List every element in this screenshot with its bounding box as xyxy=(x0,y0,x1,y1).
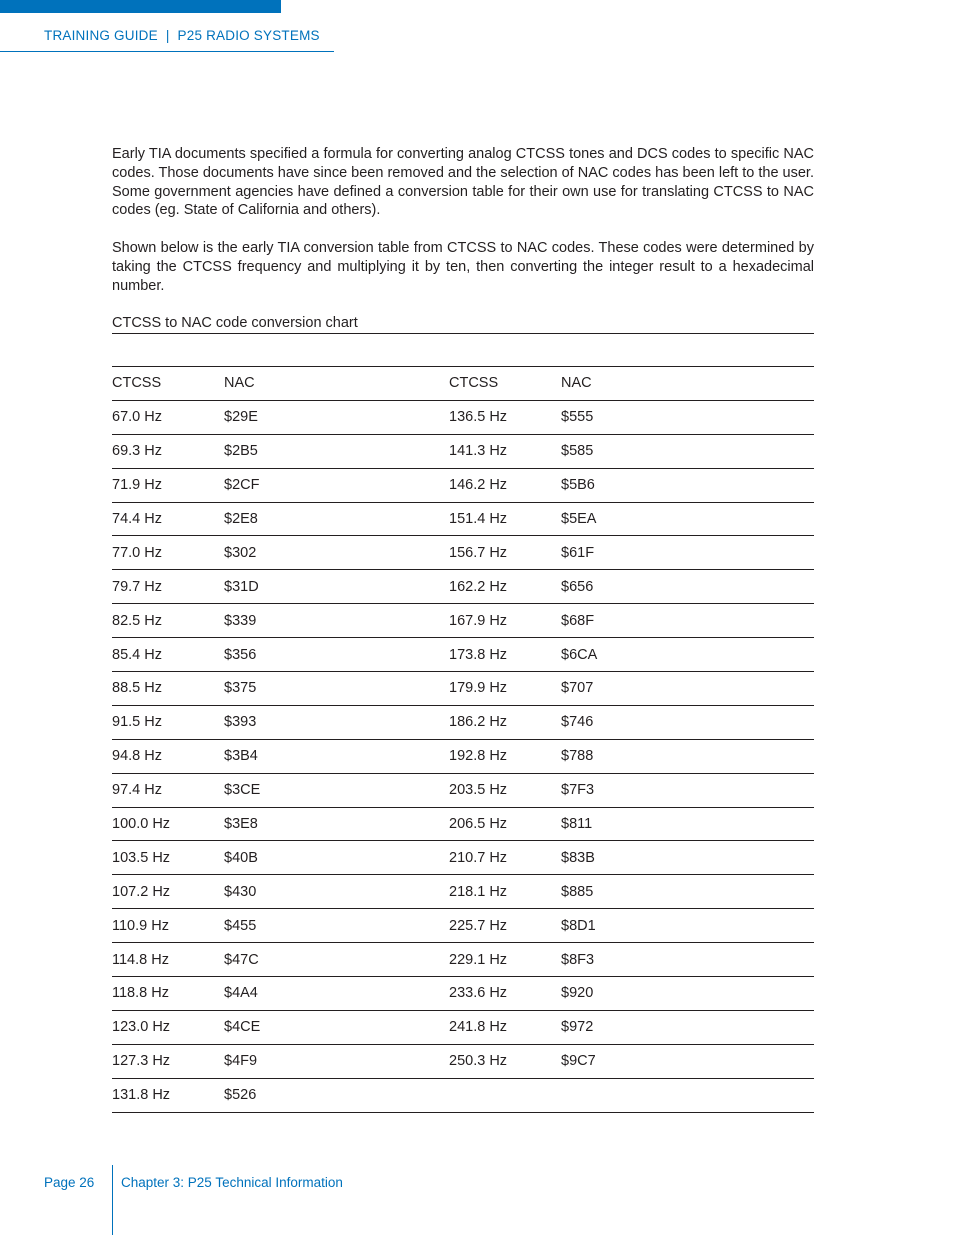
cell-nac: $656 xyxy=(561,570,814,604)
cell-nac: $47C xyxy=(224,943,449,977)
cell-nac: $2B5 xyxy=(224,434,449,468)
cell-ctcss: 71.9 Hz xyxy=(112,468,224,502)
cell-nac: $2E8 xyxy=(224,502,449,536)
table-row xyxy=(112,739,814,773)
cell-ctcss: 203.5 Hz xyxy=(449,773,561,807)
header-subject: P25 RADIO SYSTEMS xyxy=(177,28,320,43)
cell-nac: $972 xyxy=(561,1010,814,1044)
cell-ctcss: 91.5 Hz xyxy=(112,705,224,739)
cell-ctcss: 162.2 Hz xyxy=(449,570,561,604)
cell-ctcss: 250.3 Hz xyxy=(449,1044,561,1078)
cell-nac: $40B xyxy=(224,841,449,875)
cell-ctcss: 97.4 Hz xyxy=(112,773,224,807)
column-header-nac: NAC xyxy=(224,367,449,401)
cell-ctcss: 241.8 Hz xyxy=(449,1010,561,1044)
cell-nac: $29E xyxy=(224,400,449,434)
cell-ctcss: 114.8 Hz xyxy=(112,943,224,977)
cell-nac: $746 xyxy=(561,705,814,739)
cell-nac: $31D xyxy=(224,570,449,604)
cell-nac: $455 xyxy=(224,909,449,943)
cell-ctcss: 173.8 Hz xyxy=(449,638,561,672)
table-row xyxy=(112,1078,814,1112)
cell-ctcss: 103.5 Hz xyxy=(112,841,224,875)
cell-nac: $4CE xyxy=(224,1010,449,1044)
cell-ctcss: 218.1 Hz xyxy=(449,875,561,909)
cell-nac: $3B4 xyxy=(224,739,449,773)
cell-nac: $393 xyxy=(224,705,449,739)
cell-ctcss: 118.8 Hz xyxy=(112,977,224,1011)
cell-nac: $430 xyxy=(224,875,449,909)
cell-ctcss: 110.9 Hz xyxy=(112,909,224,943)
cell-ctcss: 85.4 Hz xyxy=(112,638,224,672)
header-separator: | xyxy=(165,28,170,43)
cell-ctcss: 186.2 Hz xyxy=(449,705,561,739)
cell-nac: $707 xyxy=(561,672,814,706)
cell-ctcss: 131.8 Hz xyxy=(112,1078,224,1112)
cell-nac: $375 xyxy=(224,672,449,706)
body-text xyxy=(112,145,814,296)
cell-nac: $585 xyxy=(561,434,814,468)
cell-nac: $6CA xyxy=(561,638,814,672)
cell-ctcss: 82.5 Hz xyxy=(112,604,224,638)
cell-ctcss: 206.5 Hz xyxy=(449,807,561,841)
cell-nac: $4A4 xyxy=(224,977,449,1011)
cell-nac: $7F3 xyxy=(561,773,814,807)
table-row xyxy=(112,977,814,1011)
cell-nac: $4F9 xyxy=(224,1044,449,1078)
cell-ctcss: 100.0 Hz xyxy=(112,807,224,841)
table-row xyxy=(112,909,814,943)
cell-ctcss: 136.5 Hz xyxy=(449,400,561,434)
cell-ctcss: 69.3 Hz xyxy=(112,434,224,468)
table-row xyxy=(112,536,814,570)
table-row xyxy=(112,1010,814,1044)
cell-nac: $811 xyxy=(561,807,814,841)
header-guide-title: TRAINING GUIDE xyxy=(44,28,158,43)
cell-ctcss: 88.5 Hz xyxy=(112,672,224,706)
cell-ctcss: 141.3 Hz xyxy=(449,434,561,468)
cell-nac: $788 xyxy=(561,739,814,773)
table-row xyxy=(112,468,814,502)
cell-ctcss: 151.4 Hz xyxy=(449,502,561,536)
table-row xyxy=(112,943,814,977)
cell-ctcss: 107.2 Hz xyxy=(112,875,224,909)
footer-divider xyxy=(112,1165,113,1235)
cell-nac: $3E8 xyxy=(224,807,449,841)
running-header xyxy=(44,28,320,43)
table-row xyxy=(112,502,814,536)
chapter-title: Chapter 3: P25 Technical Information xyxy=(121,1175,343,1190)
cell-ctcss xyxy=(449,1078,561,1112)
cell-ctcss: 225.7 Hz xyxy=(449,909,561,943)
cell-ctcss: 233.6 Hz xyxy=(449,977,561,1011)
cell-nac: $9C7 xyxy=(561,1044,814,1078)
cell-ctcss: 127.3 Hz xyxy=(112,1044,224,1078)
header-accent-bar xyxy=(0,0,281,13)
header-rule xyxy=(0,51,334,52)
table-row xyxy=(112,841,814,875)
cell-ctcss: 67.0 Hz xyxy=(112,400,224,434)
table-row xyxy=(112,638,814,672)
cell-ctcss: 94.8 Hz xyxy=(112,739,224,773)
cell-nac: $5EA xyxy=(561,502,814,536)
table-row xyxy=(112,807,814,841)
cell-nac: $339 xyxy=(224,604,449,638)
cell-nac: $526 xyxy=(224,1078,449,1112)
cell-nac: $885 xyxy=(561,875,814,909)
cell-ctcss: 192.8 Hz xyxy=(449,739,561,773)
table-row xyxy=(112,705,814,739)
cell-nac: $5B6 xyxy=(561,468,814,502)
cell-nac: $356 xyxy=(224,638,449,672)
column-header-ctcss: CTCSS xyxy=(449,367,561,401)
table-row xyxy=(112,1044,814,1078)
cell-nac: $68F xyxy=(561,604,814,638)
cell-ctcss: 79.7 Hz xyxy=(112,570,224,604)
cell-ctcss: 74.4 Hz xyxy=(112,502,224,536)
paragraph-2: Shown below is the early TIA conversion table from CTCSS to NAC codes. These codes were determined by taking the CTCSS frequency and multiplying it by ten, then converting the integer result to a hexadecimal number. xyxy=(112,240,814,294)
cell-ctcss: 167.9 Hz xyxy=(449,604,561,638)
table-row xyxy=(112,400,814,434)
cell-ctcss: 229.1 Hz xyxy=(449,943,561,977)
cell-nac: $8D1 xyxy=(561,909,814,943)
table-row xyxy=(112,773,814,807)
table-header-row xyxy=(112,367,814,401)
cell-nac: $83B xyxy=(561,841,814,875)
cell-nac: $920 xyxy=(561,977,814,1011)
cell-nac: $61F xyxy=(561,536,814,570)
cell-nac: $3CE xyxy=(224,773,449,807)
page-number: Page 26 xyxy=(44,1175,95,1190)
cell-nac: $8F3 xyxy=(561,943,814,977)
table-row xyxy=(112,875,814,909)
cell-ctcss: 210.7 Hz xyxy=(449,841,561,875)
table-row xyxy=(112,672,814,706)
cell-ctcss: 77.0 Hz xyxy=(112,536,224,570)
table-caption: CTCSS to NAC code conversion chart xyxy=(112,314,814,334)
table-row xyxy=(112,604,814,638)
cell-nac: $555 xyxy=(561,400,814,434)
cell-ctcss: 156.7 Hz xyxy=(449,536,561,570)
cell-ctcss: 123.0 Hz xyxy=(112,1010,224,1044)
column-header-nac: NAC xyxy=(561,367,814,401)
cell-ctcss: 179.9 Hz xyxy=(449,672,561,706)
table-row xyxy=(112,434,814,468)
conversion-table xyxy=(112,366,814,1113)
conversion-table-body xyxy=(112,367,814,1113)
cell-nac xyxy=(561,1078,814,1112)
table-row xyxy=(112,570,814,604)
column-header-ctcss: CTCSS xyxy=(112,367,224,401)
paragraph-1: Early TIA documents specified a formula for converting analog CTCSS tones and DCS codes to specific NAC codes. Those documents have since been removed and the selection of NAC codes has been left to the user. Some government agencies have defined a conversion table for their own use for translating CTCSS to NAC codes (eg. State of California and others). xyxy=(112,146,814,219)
cell-nac: $2CF xyxy=(224,468,449,502)
cell-ctcss: 146.2 Hz xyxy=(449,468,561,502)
cell-nac: $302 xyxy=(224,536,449,570)
